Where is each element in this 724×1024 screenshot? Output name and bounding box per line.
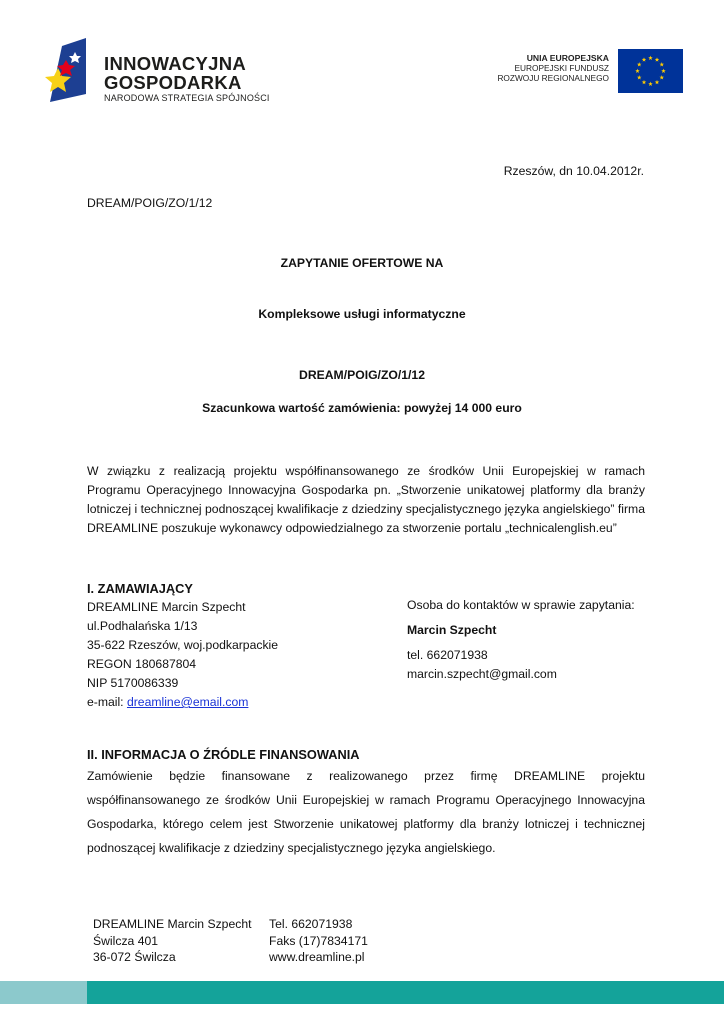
footer-website-link[interactable]: www.dreamline.pl <box>269 950 365 964</box>
contractor-city: 35-622 Rzeszów, woj.podkarpackie <box>87 638 279 652</box>
eu-stars-icon <box>618 49 683 93</box>
document-title: ZAPYTANIE OFERTOWE NA <box>280 256 444 270</box>
eu-star-icon <box>655 80 660 84</box>
logo-title: INNOWACYJNA GOSPODARKA <box>104 53 247 93</box>
eu-star-icon <box>642 80 647 84</box>
contact-person: Marcin Szpecht <box>407 623 497 637</box>
eu-star-icon <box>661 69 666 73</box>
eu-star-icon <box>642 57 647 61</box>
eu-fund-logo <box>497 49 683 95</box>
document-subject: Kompleksowe usługi informatyczne <box>258 307 466 321</box>
contact-phone: tel. 662071938 <box>407 648 488 662</box>
intro-paragraph: W związku z realizacją projektu współfinansowanego ze środków Unii Europejskiej w ramach Programu Operacyjnego Innowacyjna Gospodarka pn. „Stworzenie unikatowej platformy dla branży lotniczej i technicznej podnoszącej kwalifikacje z dziedziny specjalistycznego języka angielskiego” firma DREAMLINE poszukuje wykonawcy odpowiedzialnego za stworzenie portalu „technicalenglish.eu” <box>87 464 645 535</box>
eu-star-icon <box>648 82 653 86</box>
reference-number: DREAM/POIG/ZO/1/12 <box>87 196 213 210</box>
footer-bar-light <box>0 981 87 1004</box>
eu-flag-icon <box>618 49 683 93</box>
date-line: Rzeszów, dn 10.04.2012r. <box>503 164 644 178</box>
eu-star-icon <box>637 62 642 66</box>
section-2-heading: II. INFORMACJA O ŹRÓDLE FINANSOWANIA <box>87 747 360 762</box>
innowacyjna-gospodarka-logo <box>42 36 272 108</box>
contractor-details <box>87 598 278 712</box>
eu-star-icon <box>648 56 653 60</box>
eu-star-icon <box>635 69 640 73</box>
contractor-email-link[interactable]: dreamline@email.com <box>126 695 249 709</box>
eu-star-icon <box>655 57 660 61</box>
eu-star-icon <box>659 62 664 66</box>
eu-star-icon <box>637 75 642 79</box>
reference-centered: DREAM/POIG/ZO/1/12 <box>299 368 425 382</box>
footer-contact: Tel. 662071938 Faks (17)7834171 www.dreamline.pl <box>269 917 368 964</box>
eu-star-icon <box>659 75 664 79</box>
contact-email: marcin.szpecht@gmail.com <box>407 667 557 681</box>
contractor-regon: REGON 180687804 <box>87 657 197 671</box>
contractor-street: ul.Podhalańska 1/13 <box>87 619 198 633</box>
star-logo-icon <box>42 38 100 102</box>
eu-fund-text: UNIA EUROPEJSKA EUROPEJSKI FUNDUSZ ROZWOJU REGIONALNEGO <box>497 53 609 83</box>
financing-paragraph: Zamówienie będzie finansowane z realizowanego przez firmę DREAMLINE projektu współfinansowanego ze środków Unii Europejskiej w ramach Programu Operacyjnego Innowacyjna Gospodarka, którego celem jest Stworzenie unikatowej platformy dla branży lotniczej i technicznej podnoszącej kwalifikacje z dziedziny specjalistycznego języka angielskiego. <box>87 769 645 855</box>
logo-subtitle: NARODOWA STRATEGIA SPÓJNOŚCI <box>104 93 270 103</box>
footer-bar-dark <box>87 981 724 1004</box>
contractor-email-line: e-mail: dreamline@email.com <box>87 695 249 709</box>
section-1-heading: I. ZAMAWIAJĄCY <box>87 581 193 596</box>
contractor-nip: NIP 5170086339 <box>87 676 179 690</box>
estimated-value: Szacunkowa wartość zamówienia: powyżej 14 000 euro <box>202 401 522 415</box>
contractor-name: DREAMLINE Marcin Szpecht <box>87 600 246 614</box>
contact-label: Osoba do kontaktów w sprawie zapytania: <box>407 598 635 612</box>
footer-address: DREAMLINE Marcin Szpecht Świlcza 401 36-072 Świlcza <box>93 917 252 964</box>
